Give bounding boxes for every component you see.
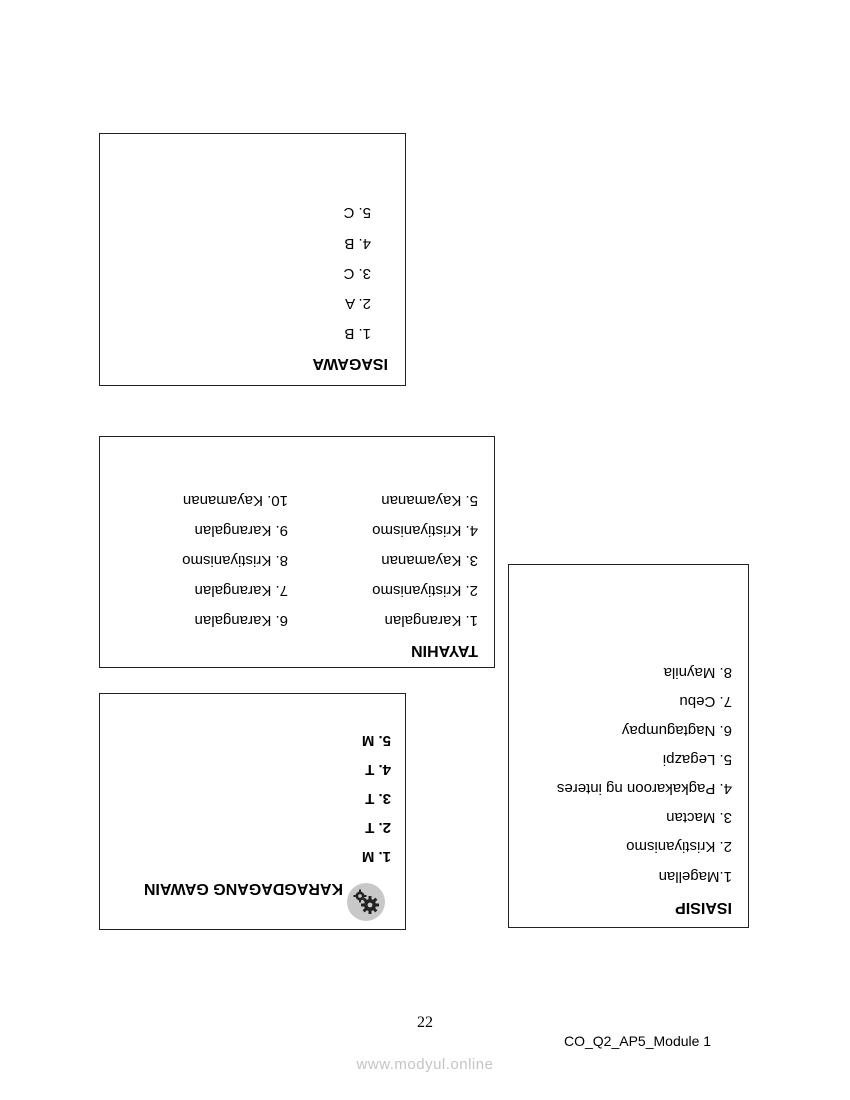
karagdagang-gawain-title: KARAGDAGANG GAWAIN bbox=[143, 880, 343, 897]
watermark: www.modyul.online bbox=[356, 1056, 494, 1073]
tayahin-title: TAYAHIN bbox=[411, 642, 478, 659]
tayahin-item-6: 6. Karangalan bbox=[194, 612, 288, 629]
isaisip-title: ISAISIP bbox=[675, 899, 732, 916]
karagdagang-item-2: 2. T bbox=[365, 819, 391, 836]
isagawa-item-2: 2. A bbox=[345, 295, 371, 312]
karagdagang-item-4: 4. T bbox=[365, 761, 391, 778]
tayahin-item-5: 5. Kayamanan bbox=[381, 492, 478, 509]
isaisip-item-1: 1.Magellan bbox=[658, 868, 732, 885]
karagdagang-item-1: 1. M bbox=[361, 848, 391, 865]
tayahin-item-4: 4. Kristiyanismo bbox=[372, 522, 478, 539]
isaisip-item-7: 7. Cebu bbox=[679, 693, 732, 710]
isaisip-item-6: 6. Nagtagumpay bbox=[621, 722, 732, 739]
tayahin-item-10: 10. Kayamanan bbox=[182, 492, 288, 509]
isagawa-answer-box bbox=[99, 133, 406, 386]
isaisip-item-5: 5. Legazpi bbox=[662, 751, 732, 768]
module-code: CO_Q2_AP5_Module 1 bbox=[564, 1033, 712, 1049]
isagawa-item-3: 3. C bbox=[343, 265, 371, 282]
isagawa-item-1: 1. B bbox=[344, 325, 371, 342]
karagdagang-gawain-answer-box bbox=[99, 693, 406, 930]
isaisip-answer-box bbox=[508, 564, 749, 928]
isagawa-item-5: 5. C bbox=[343, 204, 371, 221]
tayahin-item-8: 8. Kristiyanismo bbox=[182, 552, 288, 569]
isaisip-item-2: 2. Kristiyanismo bbox=[626, 838, 732, 855]
isaisip-item-8: 8. Maynila bbox=[663, 664, 732, 681]
tayahin-item-9: 9. Karangalan bbox=[194, 522, 288, 539]
tayahin-answer-box bbox=[99, 436, 495, 668]
isagawa-item-4: 4. B bbox=[344, 235, 371, 252]
tayahin-item-2: 2. Kristiyanismo bbox=[372, 582, 478, 599]
isagawa-title: ISAGAWA bbox=[312, 355, 388, 372]
gears-icon bbox=[347, 883, 385, 921]
isaisip-item-3: 3. Mactan bbox=[666, 809, 732, 826]
tayahin-item-1: 1. Karangalan bbox=[384, 612, 478, 629]
page-number: 22 bbox=[417, 1014, 433, 1031]
karagdagang-item-3: 3. T bbox=[365, 790, 391, 807]
karagdagang-item-5: 5. M bbox=[361, 732, 391, 749]
tayahin-item-7: 7. Karangalan bbox=[194, 582, 288, 599]
isaisip-item-4: 4. Pagkakaroon ng interes bbox=[556, 780, 732, 797]
tayahin-item-3: 3. Kayamanan bbox=[381, 552, 478, 569]
